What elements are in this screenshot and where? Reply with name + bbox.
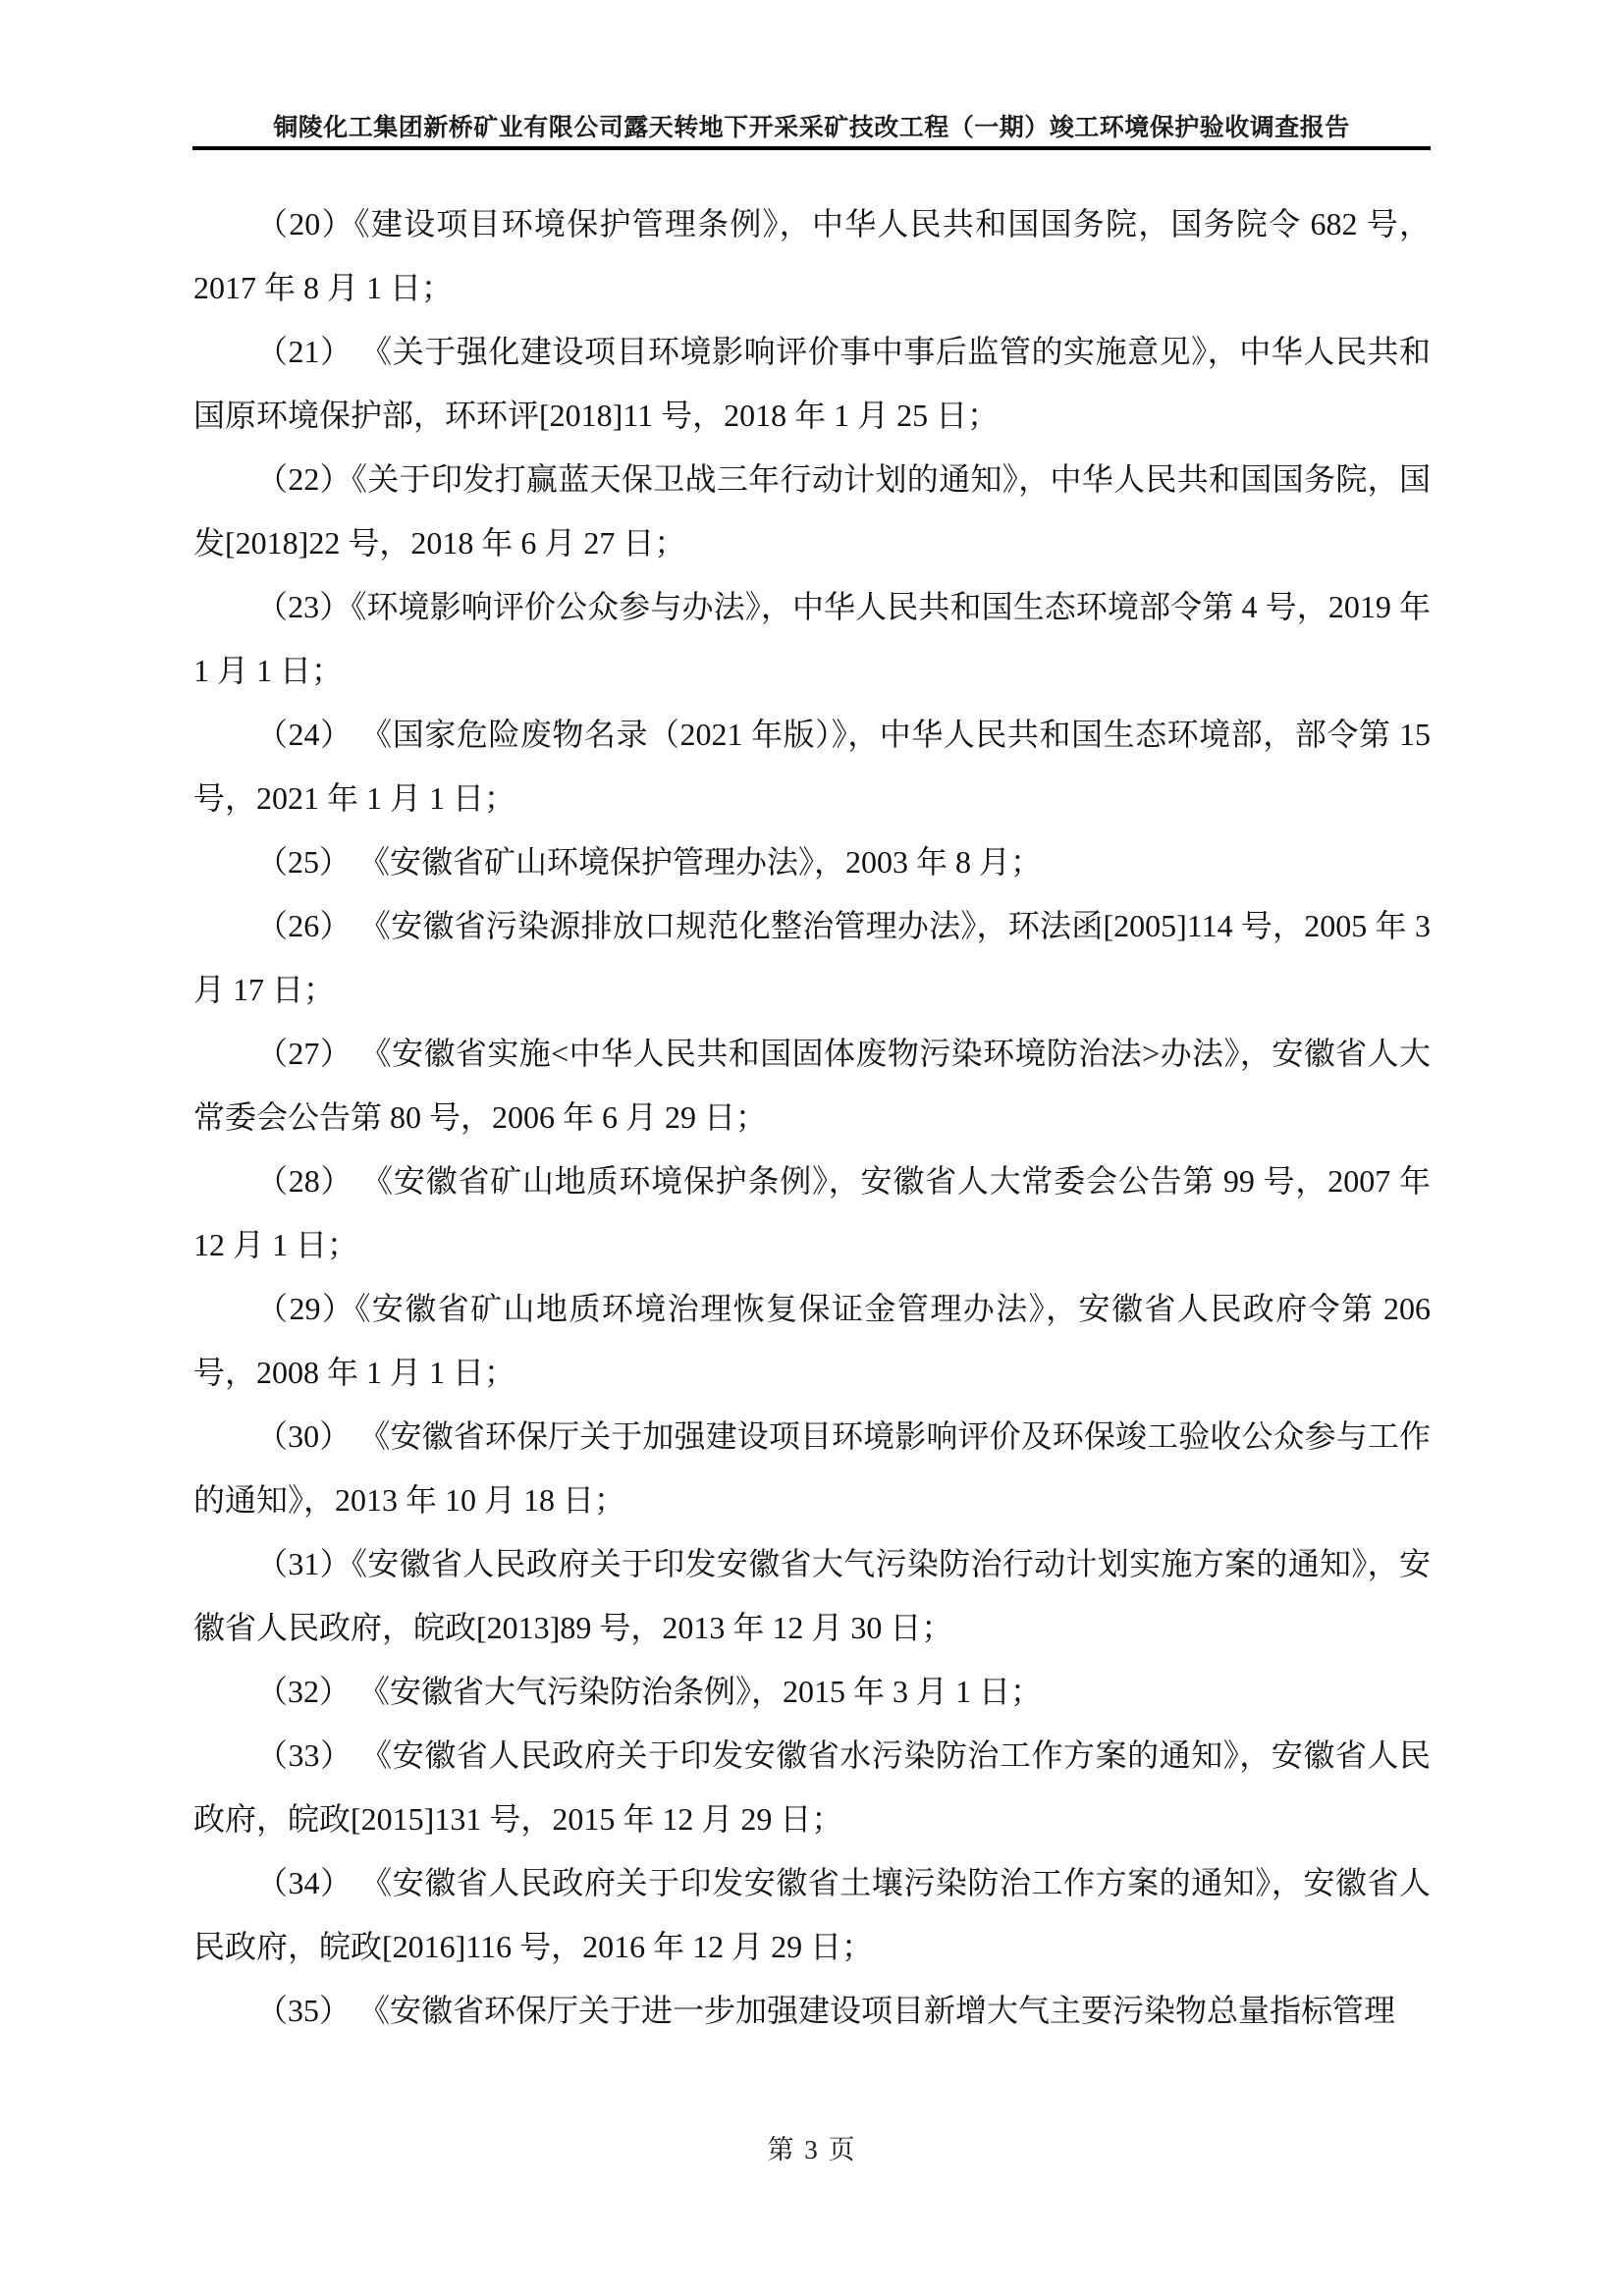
list-item: （27） 《安徽省实施<中华人民共和国固体废物污染环境防治法>办法》，安徽省人大常委会公告第 80 号，2006 年 6 月 29 日； xyxy=(193,1036,1431,1135)
list-item: （35） 《安徽省环保厅关于进一步加强建设项目新增大气主要污染物总量指标管理 xyxy=(256,1993,1396,2028)
list-item: （22）《关于印发打赢蓝天保卫战三年行动计划的通知》，中华人民共和国国务院，国发[2018]22 号，2018 年 6 月 27 日； xyxy=(193,461,1431,561)
list-item: （25） 《安徽省矿山环境保护管理办法》，2003 年 8 月； xyxy=(256,844,1043,880)
list-item: （28） 《安徽省矿山地质环境保护条例》，安徽省人大常委会公告第 99 号，2007 年 12 月 1 日； xyxy=(193,1163,1431,1262)
document-header xyxy=(192,108,1431,143)
list-item: （21） 《关于强化建设项目环境影响评价事中事后监管的实施意见》，中华人民共和国原环境保护部，环环评[2018]11 号，2018 年 1 月 25 日； xyxy=(193,334,1431,433)
reference-list xyxy=(193,192,1431,2043)
page-footer xyxy=(0,2128,1624,2166)
page-number: 第 3 页 xyxy=(767,2135,857,2164)
list-item: （23）《环境影响评价公众参与办法》，中华人民共和国生态环境部令第 4 号，2019 年 1 月 1 日； xyxy=(193,589,1431,688)
header-title: 铜陵化工集团新桥矿业有限公司露天转地下开采采矿技改工程（一期）竣工环境保护验收调查报告 xyxy=(273,115,1350,141)
list-item: （34） 《安徽省人民政府关于印发安徽省土壤污染防治工作方案的通知》，安徽省人民政府，皖政[2016]116 号，2016 年 12 月 29 日； xyxy=(193,1865,1431,1964)
list-item: （26） 《安徽省污染源排放口规范化整治管理办法》，环法函[2005]114 号，2005 年 3 月 17 日； xyxy=(193,908,1431,1007)
header-rule xyxy=(192,146,1431,150)
list-item: （32） 《安徽省大气污染防治条例》，2015 年 3 月 1 日； xyxy=(256,1674,1043,1709)
list-item: （29）《安徽省矿山地质环境治理恢复保证金管理办法》，安徽省人民政府令第 206 号，2008 年 1 月 1 日； xyxy=(193,1291,1431,1390)
list-item: （30） 《安徽省环保厅关于加强建设项目环境影响评价及环保竣工验收公众参与工作的通知》，2013 年 10 月 18 日； xyxy=(193,1418,1431,1518)
list-item: （33） 《安徽省人民政府关于印发安徽省水污染防治工作方案的通知》，安徽省人民政府，皖政[2015]131 号，2015 年 12 月 29 日； xyxy=(193,1737,1431,1837)
list-item: （24） 《国家危险废物名录（2021 年版）》，中华人民共和国生态环境部，部令第 15 号，2021 年 1 月 1 日； xyxy=(193,717,1431,816)
list-item: （20）《建设项目环境保护管理条例》，中华人民共和国国务院，国务院令 682 号，2017 年 8 月 1 日； xyxy=(193,206,1431,305)
list-item: （31）《安徽省人民政府关于印发安徽省大气污染防治行动计划实施方案的通知》，安徽省人民政府，皖政[2013]89 号，2013 年 12 月 30 日； xyxy=(193,1546,1431,1645)
